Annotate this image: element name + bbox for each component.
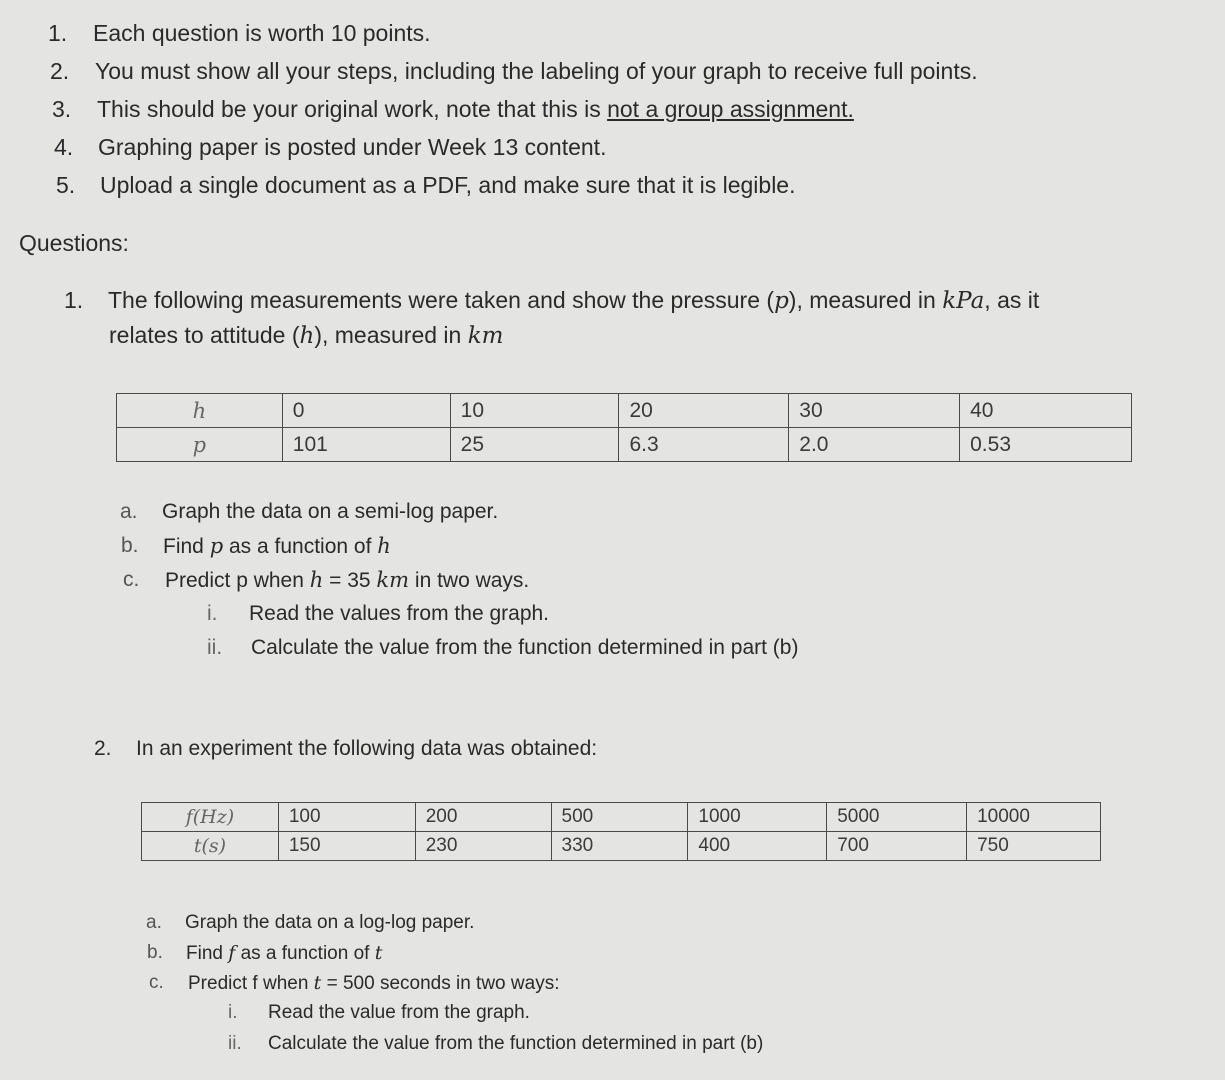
questions-heading: Questions:	[19, 230, 129, 256]
question-1-line-1	[108, 287, 1039, 314]
variable-p: p	[774, 288, 789, 314]
table-cell: 10	[450, 394, 619, 428]
subpart-number: ii.	[228, 1033, 242, 1054]
unit-km: km	[376, 568, 410, 592]
unit-km: km	[467, 323, 504, 349]
question-2-number: 2.	[94, 737, 112, 760]
instruction-text: You must show all your steps, including the labeling of your graph to receive full points.	[95, 58, 978, 84]
table-cell: 40	[960, 394, 1132, 428]
text-part: ), measured in	[788, 287, 943, 313]
table-header-cell: t(s)	[142, 832, 279, 861]
instruction-number: 2.	[50, 58, 70, 84]
text-part: ), measured in	[314, 322, 468, 348]
table-cell: 20	[619, 394, 789, 428]
text-part: Predict f when	[188, 973, 314, 994]
instruction-number: 1.	[48, 20, 68, 46]
subpart-number: i.	[207, 602, 218, 625]
part-text	[165, 568, 529, 593]
instruction-number: 4.	[54, 134, 74, 160]
underlined-text: not a group assignment.	[607, 96, 854, 122]
table-cell: 330	[551, 832, 688, 861]
text-part: The following measurements were taken and show the pressure (	[108, 287, 775, 313]
variable-f: f	[228, 942, 236, 964]
variable-h: h	[309, 568, 324, 592]
variable-h: h	[377, 534, 391, 558]
question-2-table	[141, 802, 1101, 861]
part-text	[186, 942, 382, 965]
instruction-text: Upload a single document as a PDF, and make sure that it is legible.	[100, 172, 796, 198]
variable-t: t	[374, 942, 383, 964]
question-1-number: 1.	[64, 287, 84, 313]
table-cell: 150	[278, 832, 415, 861]
subpart-text: Read the value from the graph.	[268, 1002, 530, 1023]
subpart-number: ii.	[207, 636, 223, 659]
part-letter: c.	[149, 972, 164, 993]
part-letter: a.	[120, 500, 138, 523]
text-part: as a function of	[235, 943, 375, 964]
table-row	[142, 832, 1101, 861]
variable-h: h	[299, 323, 315, 349]
table-cell: 1000	[688, 803, 827, 832]
text-part: relates to attitude (	[109, 322, 300, 348]
part-text	[163, 534, 391, 559]
text-part: Find	[186, 943, 229, 964]
table-cell: 2.0	[789, 428, 960, 462]
table-cell: 25	[450, 428, 619, 462]
table-cell: 100	[278, 803, 415, 832]
subpart-number: i.	[228, 1002, 238, 1023]
table-cell: 101	[282, 428, 450, 462]
text-part: in two ways.	[409, 569, 530, 592]
table-cell: 700	[827, 832, 967, 861]
table-cell: 500	[551, 803, 688, 832]
instruction-text: Each question is worth 10 points.	[93, 20, 431, 46]
text-part: = 35	[323, 569, 377, 592]
instruction-number: 5.	[56, 172, 76, 198]
unit-kpa: kPa	[942, 288, 985, 314]
subpart-text: Calculate the value from the function determined in part (b)	[251, 636, 799, 659]
table-row	[117, 428, 1132, 462]
part-text: Graph the data on a semi-log paper.	[162, 500, 499, 523]
table-cell: 200	[415, 803, 551, 832]
table-header-cell: h	[117, 394, 283, 428]
text-part: Predict p when	[165, 569, 310, 592]
table-row	[142, 803, 1101, 832]
instruction-text: Graphing paper is posted under Week 13 content.	[98, 134, 607, 160]
subpart-text: Read the values from the graph.	[249, 602, 550, 625]
text-part: as a function of	[223, 535, 378, 558]
table-cell: 0.53	[960, 428, 1132, 462]
part-letter: a.	[146, 912, 162, 933]
part-text	[188, 972, 559, 995]
instruction-number: 3.	[52, 96, 72, 122]
text-part: , as it	[984, 287, 1040, 313]
table-header-cell: p	[117, 428, 283, 462]
table-cell: 6.3	[619, 428, 789, 462]
part-letter: c.	[123, 568, 140, 591]
part-letter: b.	[121, 534, 139, 557]
variable-t: t	[313, 972, 322, 994]
instruction-text	[97, 96, 854, 123]
subpart-text: Calculate the value from the function determined in part (b)	[268, 1033, 764, 1054]
text-part: = 500 seconds in two ways:	[321, 973, 560, 994]
question-1-table	[116, 393, 1132, 462]
table-cell: 30	[789, 394, 960, 428]
table-row	[117, 394, 1132, 428]
question-2-text: In an experiment the following data was obtained:	[136, 737, 598, 760]
table-cell: 10000	[967, 803, 1101, 832]
variable-p: p	[209, 534, 224, 558]
question-1-line-2	[109, 322, 503, 349]
table-cell: 0	[282, 394, 450, 428]
table-cell: 750	[967, 832, 1101, 861]
instruction-text-part: This should be your original work, note that this is	[97, 96, 608, 122]
part-text: Graph the data on a log-log paper.	[185, 912, 475, 933]
part-letter: b.	[147, 942, 163, 963]
table-cell: 400	[688, 832, 827, 861]
table-header-cell: f(Hz)	[142, 803, 279, 832]
table-cell: 5000	[827, 803, 967, 832]
text-part: Find	[163, 535, 210, 558]
table-cell: 230	[415, 832, 551, 861]
